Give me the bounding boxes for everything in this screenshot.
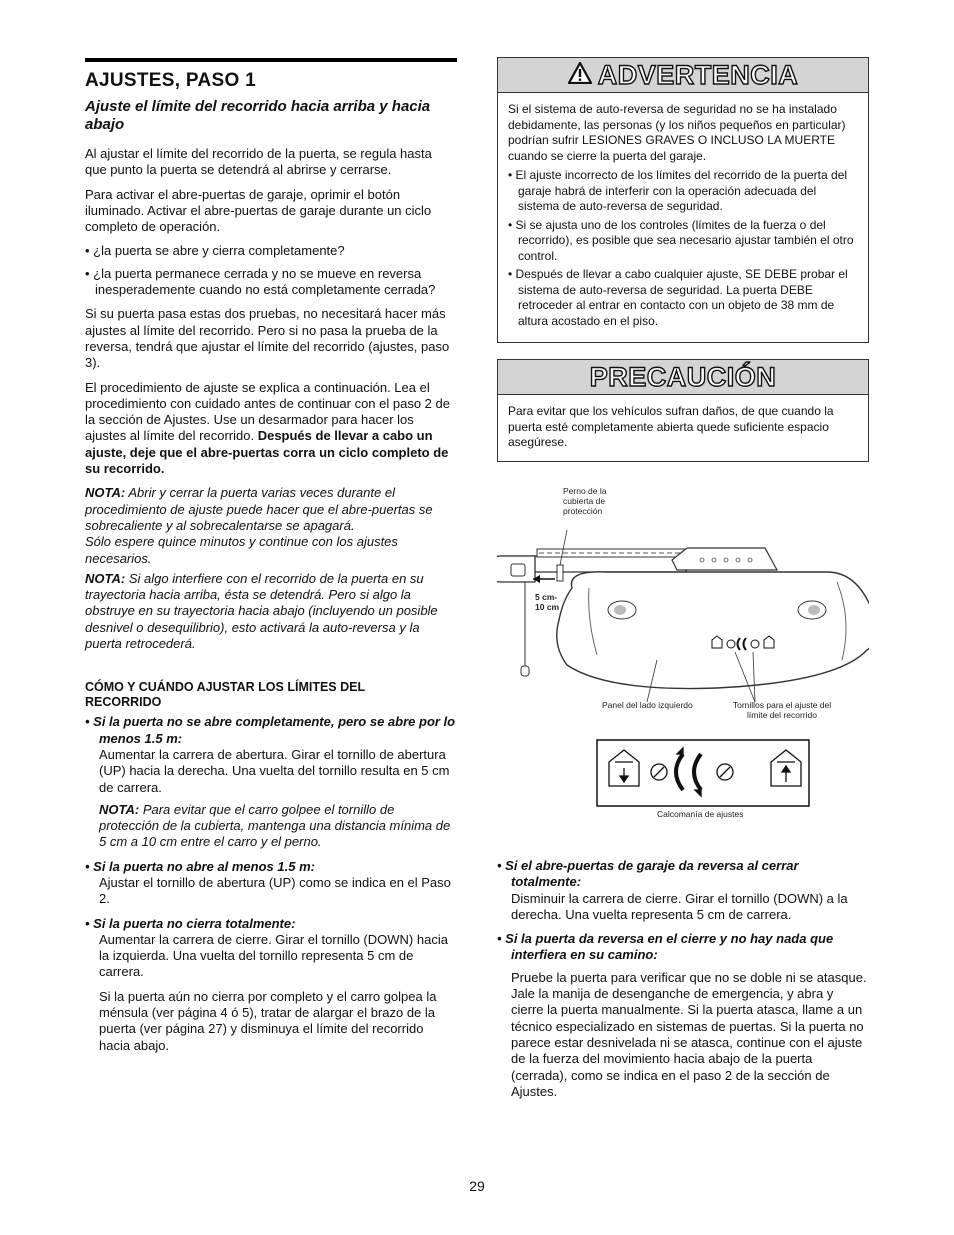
warning-title: ADVERTENCIA (597, 59, 799, 90)
caution-title: PRECAUCIÓN (589, 361, 777, 392)
right-column-cases (497, 858, 869, 1108)
warning-box (497, 57, 869, 343)
case-body: Aumentar la carrera de abertura. Girar el tornillo de abertura (UP) hacia la derecha. Una vuelta del tornillo resulta en 5 cm de carrera. (99, 746, 450, 795)
caution-text: Para evitar que los vehículos sufran daños, de que cuando la puerta esté completamente abierta quede suficiente espacio asegúrese. (508, 404, 834, 449)
warning-list (508, 168, 858, 329)
list-item: • ¿la puerta permanece cerrada y no se mueve en reversa inesperademente cuando no está completamente cerrada? (85, 265, 436, 298)
list-item: • El ajuste incorrecto de los límites del recorrido de la puerta del garaje habrá de interferir con la operación adecuada del sistema de auto-reversa de seguridad. (508, 168, 848, 213)
paragraph-procedure (85, 380, 457, 478)
page-number: 29 (469, 1178, 485, 1194)
case-body: Pruebe la puerta para verificar que no se doble ni se atasque. Jale la manija de desenganche de emergencia, y abra y cierre la puerta manualmente. Si la puerta atasca, llame a un técnico especializado en sistemas de puertas. Si la puerta no parece estar desnivelada ni se atasca, continue con el ajuste de la fuerza del movimiento hacia abajo de la puerta (cerrada), como se indica en el paso 2 de la sección de Ajustes. (511, 969, 867, 1099)
warning-triangle-icon (568, 62, 592, 89)
case-body: Ajustar el tornillo de abertura (UP) como se indica en el Paso 2. (99, 874, 451, 907)
case-open-partial (85, 714, 457, 850)
test-list (85, 243, 457, 298)
paragraph-intro: Al ajustar el límite del recorrido de la puerta, se regula hasta que punto la puerta se detendrá al abrirse y cerrarse. (85, 146, 432, 178)
note-label: NOTA: (85, 570, 126, 586)
note-text: Para evitar que el carro golpee el tornillo de protección de la cubierta, mantenga una distancia mínima de 5 cm a 10 cm entre el carro y el perno. (99, 801, 451, 850)
procedure-bold-text: Después de llevar a cabo un ajuste, deje que el abre-puertas corra un ciclo completo de su recorrido. (85, 428, 449, 477)
section-subheading: Ajuste el límite del recorrido hacia arriba y hacia abajo (85, 98, 431, 133)
warning-header (498, 58, 868, 93)
left-column (85, 58, 457, 1062)
warning-body (498, 93, 868, 342)
paragraph-activate: Para activar el abre-puertas de garaje, oprimir el botón iluminado. Activar el abre-puertas de garaje durante un ciclo completo de operación. (85, 186, 432, 235)
note-overheat (85, 485, 457, 566)
note-interference (85, 571, 457, 652)
case-title: • Si la puerta no abre al menos 1.5 m: (85, 858, 315, 874)
label-bolt: Perno de la cubierta de protección (563, 486, 607, 516)
note-text: Si algo interfiere con el recorrido de la puerta en su trayectoria hacia arriba, ésta se detendrá. Pero si algo la obstruye en su trayectoria hacia abajo (incluyendo un posible desnivel o desequilibrio), esto activará la auto-reversa y la puerta retrocederá. (85, 570, 438, 652)
opener-diagram (497, 470, 869, 830)
heading-rule (85, 58, 457, 62)
case-reverse-closing (497, 858, 869, 923)
procedure-text: El procedimiento de ajuste se explica a continuación. Lea el procedimiento con cuidado antes de continuar con el paso 2 de la sección de Ajustes. Use un desarmador para hacer los ajustes al límite del recorrido. (85, 379, 450, 444)
case-title: • Si la puerta da reversa en el cierre y no hay nada que interfiera en su camino: (497, 931, 834, 963)
list-item: • Si se ajusta uno de los controles (límites de la fuerza o del recorrido), es posible que sea necesario ajustar también el otro control. (508, 217, 854, 263)
case-body: Aumentar la carrera de cierre. Girar el tornillo (DOWN) hacia la izquierda. Una vuelta del tornillo representa 5 cm de carrera. (99, 931, 448, 980)
note-label: NOTA: (85, 485, 126, 501)
section-heading: AJUSTES, PASO 1 (85, 70, 256, 91)
caution-body (498, 395, 868, 461)
case-title: • Si el abre-puertas de garaje da reversa al cerrar totalmente: (497, 858, 799, 890)
opener-illustration (497, 470, 869, 830)
paragraph-tests: Si su puerta pasa estas dos pruebas, no necesitará hacer más ajustes al límite del recorrido. Pero si no pasa la prueba de la reversa, tendrá que ajustar el límite del recorrido (ajustes, paso 3). (85, 306, 450, 371)
case-not-closing (85, 916, 457, 1054)
case-open-short (85, 859, 457, 908)
list-item: • Después de llevar a cabo cualquier ajuste, SE DEBE probar el sistema de auto-reversa de seguridad. La puerta DEBE retroceder al entrar en contacto con un objeto de 38 mm de altura acostado en el piso. (508, 267, 848, 328)
label-panel: Panel del lado izquierdo (602, 700, 693, 710)
right-column (497, 57, 869, 476)
label-distance: 5 cm- 10 cm (535, 592, 560, 612)
note-label: NOTA: (99, 801, 140, 817)
how-when-heading: CÓMO Y CUÁNDO AJUSTAR LOS LÍMITES DEL RECORRIDO (85, 680, 365, 710)
warning-intro: Si el sistema de auto-reversa de seguridad no se ha instalado debidamente, las personas (y los niños pequeños en particular) podrían sufrir LESIONES GRAVES O INCLUSO LA MUERTE cuando se cierre la puerta del garaje. (508, 102, 846, 163)
caution-header (498, 360, 868, 395)
label-decal: Calcomanía de ajustes (657, 809, 744, 819)
case-note (85, 802, 457, 851)
caution-box (497, 359, 869, 462)
list-item: • ¿la puerta se abre y cierra completamente? (85, 243, 345, 259)
case-title: • Si la puerta no se abre completamente, pero se abre por lo menos 1.5 m: (85, 714, 456, 746)
case-title: • Si la puerta no cierra totalmente: (85, 915, 296, 931)
label-screws: Tornillos para el ajuste del límite del recorrido (732, 700, 832, 720)
note-text: Abrir y cerrar la puerta varias veces durante el procedimiento de ajuste puede hacer que el abre-puertas se sobrecaliente y al sobrecalentarse se apagará. (85, 485, 433, 533)
case-body: Disminuir la carrera de cierre. Girar el tornillo (DOWN) a la derecha. Una vuelta representa 5 cm de carrera. (511, 890, 848, 922)
case-reverse-no-obstruction (497, 931, 869, 1100)
case-extra: Si la puerta aún no cierra por completo y el carro golpea la ménsula (ver página 4 ó 5), tratar de alargar el brazo de la puerta (ver página 27) y disminuya el límite del recorrido hacia abajo. (99, 988, 437, 1053)
note-text-2: Sólo espere quince minutos y continue con los ajustes necesarios. (85, 534, 398, 566)
